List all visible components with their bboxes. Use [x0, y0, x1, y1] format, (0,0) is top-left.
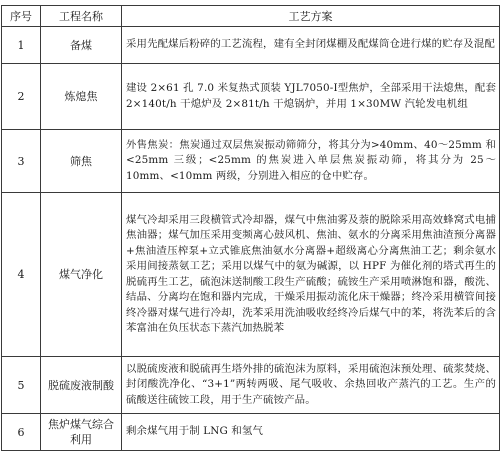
row-no: 1 — [2, 27, 41, 64]
row-name: 脱硫废液制酸 — [41, 357, 122, 414]
row-plan: 建设 2×61 孔 7.0 米复热式顶装 YJL7050-Ⅰ型焦炉，全部采用干法熄焦，配套 2×140t/h 干熄炉及 2×81t/h 干熄锅炉，并用 1×30MW 汽轮发电机组 — [122, 64, 500, 130]
row-name: 备煤 — [41, 27, 122, 64]
table-row — [2, 130, 500, 193]
header-name: 工程名称 — [41, 6, 122, 27]
row-no: 4 — [2, 193, 41, 357]
row-no: 6 — [2, 414, 41, 451]
process-table — [1, 5, 500, 451]
row-name: 炼熄焦 — [41, 64, 122, 130]
row-no: 5 — [2, 357, 41, 414]
table-row — [2, 64, 500, 130]
row-plan: 煤气冷却采用三段横管式冷却器，煤气中焦油雾及萘的脱除采用高效蜂窝式电捕焦油器；煤气加压采用变频离心鼓风机、焦油、氨水的分离采用焦油渣预分离器+焦油渣压榨泵+立式锥底焦油氨水分离器+超级离心分离焦油工艺；剩余氨水采用间接蒸氨工艺；采用以煤气中的氨为碱源，以 HPF 为催化剂的塔式再生的脱硫再生工艺，硫泡沫送制酸工段生产硫酸；硫铵生产采用喷淋饱和器，酸洗、结晶、分离均在饱和器内完成，干燥采用振动流化床干燥器；终冷采用横管间接终冷器对煤气进行冷却，洗苯采用洗油吸收经终冷后煤气中的苯，将洗苯后的含苯富油在负压状态下蒸汽加热脱苯 — [122, 193, 500, 357]
row-no: 3 — [2, 130, 41, 193]
table-row — [2, 27, 500, 64]
row-plan: 外售焦炭：焦炭通过双层焦炭振动筛筛分，将其分为>40mm、40～25mm 和<25mm 三级；<25mm 的焦炭进入单层焦炭振动筛，将其分为 25～10mm、<10mm 两级，分别进入相应的仓中贮存。 — [122, 130, 500, 193]
table-row — [2, 357, 500, 414]
row-name: 焦炉煤气综合利用 — [41, 414, 122, 451]
row-name: 筛焦 — [41, 130, 122, 193]
header-plan: 工艺方案 — [122, 6, 500, 27]
row-plan: 剩余煤气用于制 LNG 和氢气 — [122, 414, 500, 451]
header-no: 序号 — [2, 6, 41, 27]
table-row — [2, 414, 500, 451]
row-name: 煤气净化 — [41, 193, 122, 357]
table-row — [2, 193, 500, 357]
row-plan: 以脱硫废液和脱硫再生塔外排的硫泡沫为原料，采用硫泡沫预处理、硫浆焚烧、封闭酸洗净化、“3+1”两转两吸、尾气吸收、余热回收产蒸汽的工艺。生产的硫酸送往硫铵工段，用于生产硫铵产品。 — [122, 357, 500, 414]
table-header-row — [2, 6, 500, 27]
row-no: 2 — [2, 64, 41, 130]
row-plan: 采用先配煤后粉碎的工艺流程，建有全封闭煤棚及配煤筒仓进行煤的贮存及混配 — [122, 27, 500, 64]
